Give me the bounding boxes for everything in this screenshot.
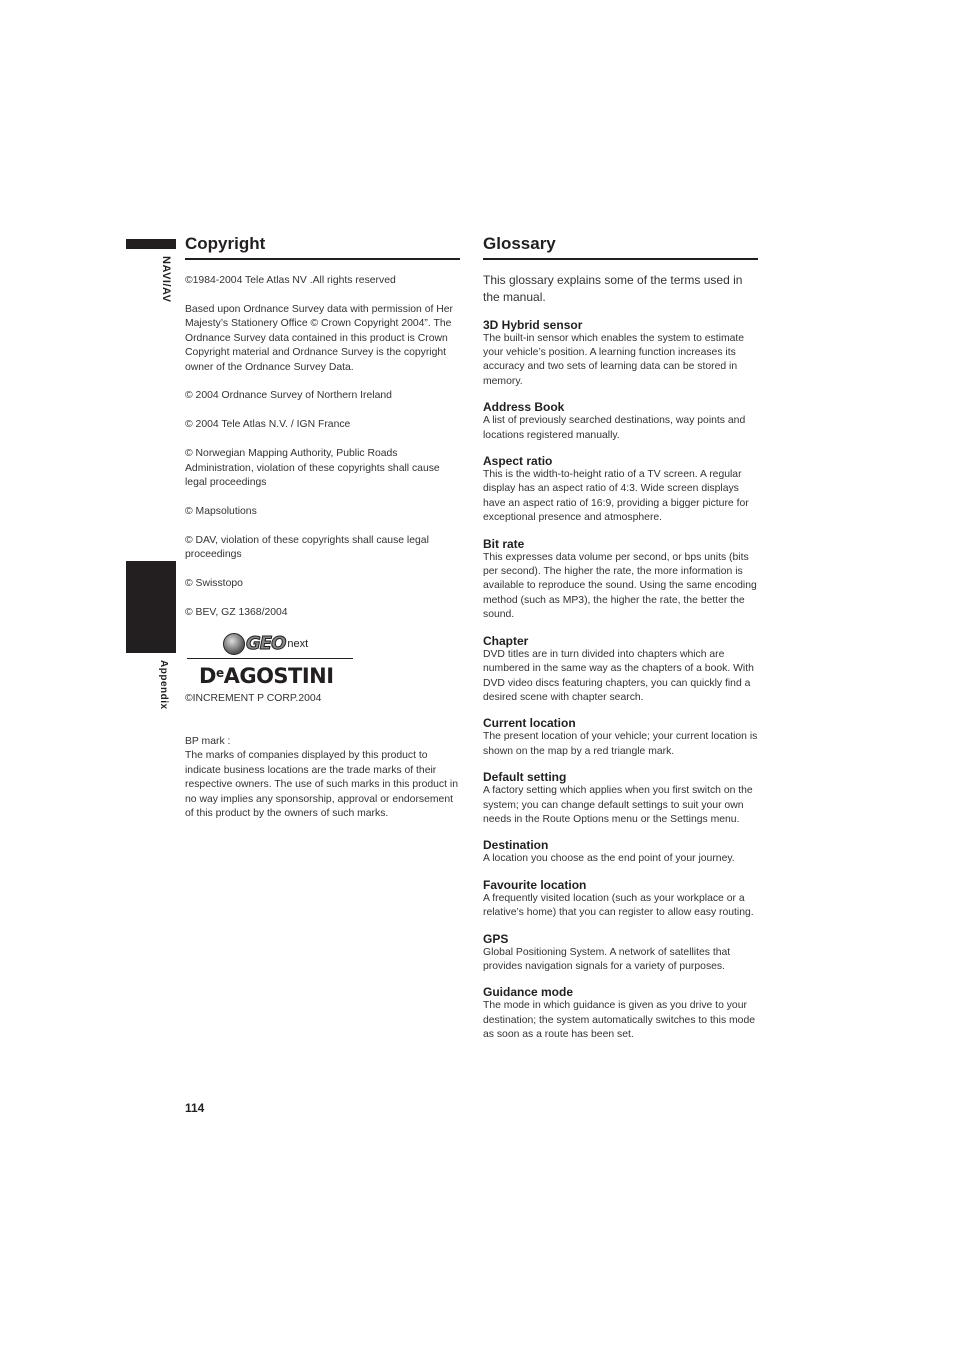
copyright-notice: © Norwegian Mapping Authority, Public Roads Administration, violation of these copyrights shall cause legal proceedings: [185, 448, 440, 489]
glossary-definition: A factory setting which applies when you first switch on the system; you can change default settings to suit your own needs in the Route Options menu or the Settings menu.: [483, 785, 753, 825]
glossary-entry: [483, 634, 758, 706]
glossary-term: Guidance mode: [483, 985, 574, 1000]
glossary-definition: The mode in which guidance is given as you drive to your destination; the system automatically switches to this mode as soon as a route has been set.: [483, 1000, 756, 1041]
logo-divider: [187, 658, 353, 659]
page-number: 114: [185, 1101, 205, 1115]
deagostini-logo-d: D: [199, 663, 216, 688]
glossary-entry: [483, 878, 758, 921]
glossary-term: Favourite location: [483, 877, 587, 892]
glossary-definition: Global Positioning System. A network of satellites that provides navigation signals for a variety of purposes.: [483, 946, 731, 972]
copyright-notice: © 2004 Ordnance Survey of Northern Ireland: [185, 390, 392, 402]
glossary-term: Chapter: [483, 633, 529, 648]
glossary-column: [483, 232, 758, 1043]
geonext-logo: [223, 632, 308, 656]
copyright-notice: © Swisstopo: [185, 578, 243, 590]
side-tab-navi-av: NAVI/AV: [160, 256, 172, 303]
glossary-entry: [483, 318, 758, 390]
glossary-entry: [483, 770, 758, 827]
copyright-notice: © BEV, GZ 1368/2004: [185, 607, 288, 619]
partner-logos: [185, 631, 460, 691]
glossary-term: Aspect ratio: [483, 454, 553, 469]
glossary-entry: [483, 537, 758, 623]
glossary-definition: A frequently visited location (such as your workplace or a relative’s home) that you can register to allow easy routing.: [483, 892, 754, 919]
glossary-definition: This is the width-to-height ratio of a TV screen. A regular display has an aspect ratio of 4:3. Wide screen displays have an aspect ratio of 16:9, providing a bigger picture for exceptional presence and atmosphere.: [483, 469, 749, 524]
glossary-entry: [483, 454, 758, 526]
section-tab-marker: [126, 239, 176, 249]
glossary-definition: The present location of your vehicle; your current location is shown on the map by a red triangle mark.: [483, 731, 758, 757]
geonext-logo-suffix: next: [287, 637, 309, 650]
copyright-notice: Based upon Ordnance Survey data with permission of Her Majesty’s Stationery Office © Crown Copyright 2004”. The Ordnance Survey data contained in this product is Crown Copyright material and Ordnance Survey is the copyright owner of the Ordnance Survey Data.: [185, 303, 453, 373]
bp-mark-text: The marks of companies displayed by this product to indicate business locations are the trade marks of their respective owners. The use of such marks in this product in no way implies any sponsorship, approval or endorsement of this product by the owners of such marks.: [185, 750, 458, 819]
glossary-entry: [483, 838, 758, 866]
glossary-term: Default setting: [483, 770, 567, 785]
glossary-entry: [483, 932, 758, 975]
appendix-tab-marker: [126, 561, 176, 653]
glossary-definition: A list of previously searched destinations, way points and locations registered manually.: [483, 415, 746, 441]
glossary-intro: This glossary explains some of the terms used in the manual.: [483, 273, 743, 304]
glossary-term: 3D Hybrid sensor: [483, 317, 583, 332]
copyright-heading: Copyright: [185, 232, 460, 260]
glossary-heading: Glossary: [483, 232, 758, 260]
glossary-definition: DVD titles are in turn divided into chapters which are numbered in the same way as the chapters of a book. With DVD video discs featuring chapters, you can quickly find a desired scene with chapter search.: [483, 648, 754, 703]
deagostini-logo-e: e: [215, 665, 224, 680]
copyright-notice: © 2004 Tele Atlas N.V. / IGN France: [185, 419, 351, 431]
copyright-notice: © Mapsolutions: [185, 505, 257, 517]
globe-icon: [223, 633, 245, 655]
bp-mark-label: BP mark :: [185, 735, 231, 747]
glossary-term: GPS: [483, 931, 509, 946]
glossary-entry: [483, 400, 758, 443]
glossary-entry: [483, 716, 758, 759]
side-tab-appendix: Appendix: [158, 660, 169, 710]
copyright-column: [185, 232, 460, 821]
glossary-definition: A location you choose as the end point of your journey.: [483, 853, 735, 865]
glossary-definition: This expresses data volume per second, or bps units (bits per second). The higher the rate, the more information is available to reproduce the sound. Using the same encoding method (such as MP3), the higher the rate, the better the sound.: [483, 551, 757, 621]
deagostini-logo-rest: AGOSTINI: [223, 663, 334, 688]
copyright-notice: © DAV, violation of these copyrights shall cause legal proceedings: [185, 534, 429, 561]
glossary-definition: The built-in sensor which enables the system to estimate your vehicle’s position. A learning function increases its accuracy and two sets of learning data can be stored in memory.: [483, 332, 745, 387]
glossary-term: Destination: [483, 838, 549, 853]
deagostini-logo: [199, 661, 334, 688]
glossary-term: Address Book: [483, 400, 565, 415]
geonext-logo-text: GEO: [246, 633, 286, 654]
glossary-entry: [483, 985, 758, 1042]
copyright-notices: [185, 274, 460, 621]
glossary-terms: [483, 318, 758, 1043]
copyright-notice: ©1984-2004 Tele Atlas NV .All rights reserved: [185, 275, 396, 286]
glossary-term: Current location: [483, 716, 576, 731]
increment-notice: ©INCREMENT P CORP.2004: [185, 692, 322, 704]
glossary-term: Bit rate: [483, 536, 525, 551]
